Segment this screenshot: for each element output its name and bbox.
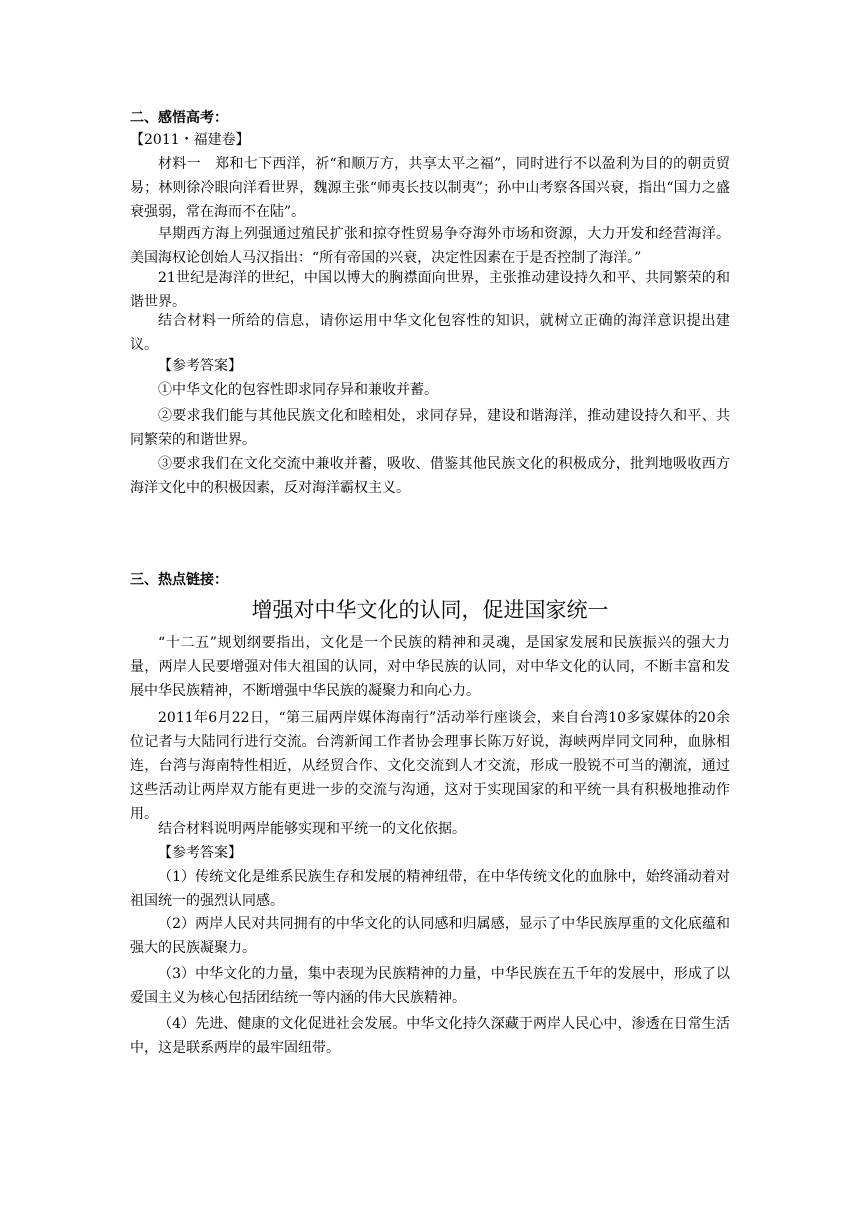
- answer-label: 【参考答案】: [158, 358, 242, 374]
- answer-item: ②要求我们能与其他民族文化和睦相处，求同存异，建设和谐海洋，推动建设持久和平、共同繁荣的和谐世界。: [130, 408, 730, 448]
- material-paragraph: 2011年6月22日，“第三届两岸媒体海南行”活动举行座谈会，来自台湾10多家媒体的20余位记者与大陆同行进行交流。台湾新闻工作者协会理事长陈万好说，海峡两岸同文同种，血脉相连，台湾与海南特性相近，从经贸合作、文化交流到人才交流，形成一股锐不可当的潮流，通过这些活动让两岸双方能有更进一步的交流与沟通，这对于实现国家的和平统一具有积极地推动作用。: [130, 710, 730, 822]
- material-paragraph: 材料一 郑和七下西洋，祈“和顺万方，共享太平之福”，同时进行不以盈利为目的的朝贡贸易；林则徐冷眼向洋看世界，魏源主张“师夷长技以制夷”；孙中山考察各国兴衰，指出“国力之盛衰强弱，常在海而不在陆”。: [130, 156, 730, 220]
- material-paragraph: 21世纪是海洋的世纪，中国以博大的胸襟面向世界，主张推动建设持久和平、共同繁荣的和谐世界。: [130, 270, 730, 310]
- answer-item: （1）传统文化是维系民族生存和发展的精神纽带，在中华传统文化的血脉中，始终涌动着对祖国统一的强烈认同感。: [130, 869, 730, 909]
- source-label: 【2011・福建卷】: [130, 132, 250, 148]
- answer-label: 【参考答案】: [158, 845, 242, 861]
- section-heading-3: 三、热点链接：: [130, 572, 228, 588]
- article-title: 增强对中华文化的认同，促进国家统一: [251, 598, 609, 622]
- answer-item: ③要求我们在文化交流中兼收并蓄，吸收、借鉴其他民族文化的积极成分，批判地吸收西方海洋文化中的积极因素，反对海洋霸权主义。: [130, 456, 730, 496]
- question-text: 结合材料说明两岸能够实现和平统一的文化依据。: [158, 821, 466, 837]
- material-paragraph: 早期西方海上列强通过殖民扩张和掠夺性贸易争夺海外市场和资源，大力开发和经营海洋。美国海权论创始人马汉指出：“所有帝国的兴衰，决定性因素在于是否控制了海洋。”: [130, 226, 730, 266]
- section-heading-2: 二、感悟高考：: [130, 110, 228, 126]
- answer-item: （4）先进、健康的文化促进社会发展。中华文化持久深藏于两岸人民心中，渗透在日常生活中，这是联系两岸的最牢固纽带。: [130, 1016, 730, 1056]
- material-paragraph: “十二五”规划纲要指出，文化是一个民族的精神和灵魂，是国家发展和民族振兴的强大力量，两岸人民要增强对伟大祖国的认同，对中华民族的认同，对中华文化的认同，不断丰富和发展中华民族精神，不断增强中华民族的凝聚力和向心力。: [130, 635, 730, 699]
- answer-item: ①中华文化的包容性即求同存异和兼收并蓄。: [158, 382, 438, 398]
- question-text: 结合材料一所给的信息，请你运用中华文化包容性的知识，就树立正确的海洋意识提出建议。: [130, 313, 730, 353]
- answer-item: （2）两岸人民对共同拥有的中华文化的认同感和归属感，显示了中华民族厚重的文化底蕴和强大的民族凝聚力。: [130, 916, 730, 956]
- answer-item: （3）中华文化的力量，集中表现为民族精神的力量，中华民族在五千年的发展中，形成了以爱国主义为核心包括团结统一等内涵的伟大民族精神。: [130, 966, 730, 1006]
